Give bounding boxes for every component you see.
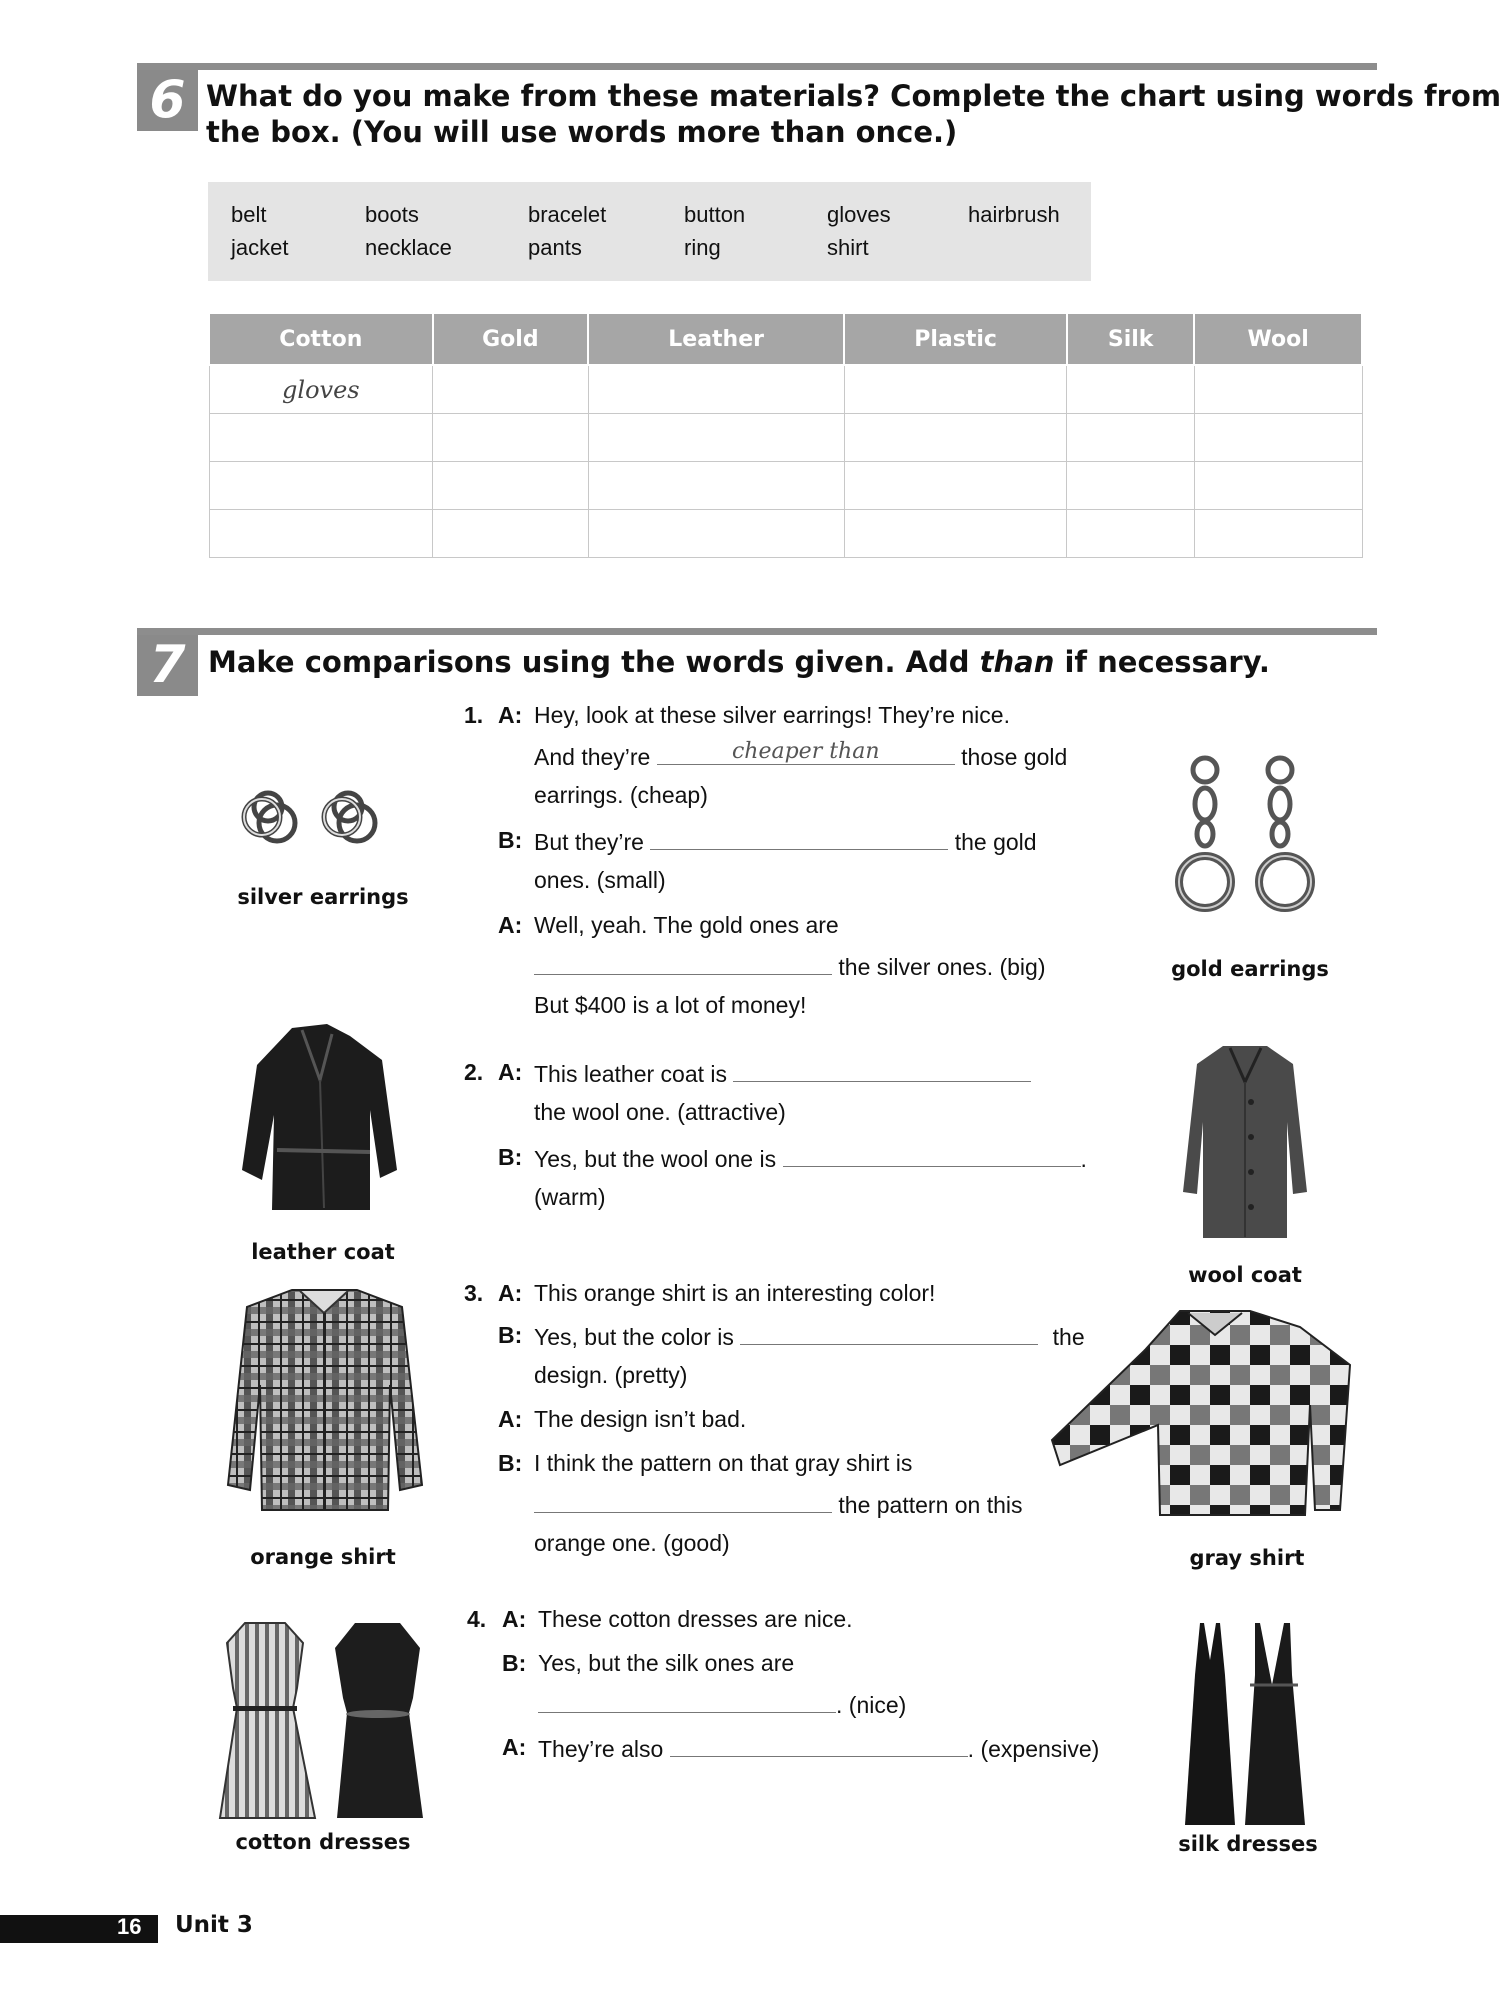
q3-b4 <box>534 1490 1023 1519</box>
word-item: gloves <box>827 202 891 227</box>
question-number: 2. <box>464 1059 484 1085</box>
word-item: necklace <box>365 235 452 260</box>
q1-a4: Well, yeah. The gold ones are <box>534 912 839 938</box>
column-header: Leather <box>588 313 844 365</box>
speaker-a: A: <box>498 702 523 728</box>
column-header: Plastic <box>844 313 1067 365</box>
caption-gray-shirt: gray shirt <box>1189 1546 1305 1570</box>
chart-cell[interactable] <box>209 462 433 510</box>
chart-cell[interactable] <box>433 462 588 510</box>
q3-b5: orange one. (good) <box>534 1530 730 1556</box>
answer-blank[interactable] <box>534 1490 832 1513</box>
q3-a2: The design isn’t bad. <box>534 1406 747 1432</box>
example-answer: cheaper than <box>731 739 880 764</box>
q2-a1-text: This leather coat is <box>534 1061 728 1087</box>
answer-blank[interactable] <box>670 1734 968 1757</box>
word-item: pants <box>528 235 582 260</box>
q1-a3: earrings. (cheap) <box>534 782 708 808</box>
answer-blank[interactable] <box>733 1059 1031 1082</box>
q1-a2-post: those gold <box>961 744 1068 770</box>
chart-cell[interactable] <box>588 462 844 510</box>
speaker-a: A: <box>498 1059 523 1085</box>
speaker-b: B: <box>498 1144 523 1170</box>
caption-silk-dresses: silk dresses <box>1178 1832 1318 1856</box>
word-item: bracelet <box>528 202 607 227</box>
speaker-a: A: <box>498 912 523 938</box>
chart-cell[interactable] <box>1067 414 1194 462</box>
speaker-a: A: <box>502 1606 527 1632</box>
q1-b1-post: the gold <box>954 829 1037 855</box>
chart-cell[interactable] <box>209 414 433 462</box>
word-item: belt <box>231 202 267 227</box>
speaker-a: A: <box>498 1406 523 1432</box>
leather-coat-image <box>232 1020 407 1215</box>
question-number: 3. <box>464 1280 484 1306</box>
caption-wool-coat: wool coat <box>1188 1263 1302 1287</box>
q1-a1: Hey, look at these silver earrings! They’re nice. <box>534 702 1010 728</box>
chart-row <box>209 462 1362 510</box>
answer-blank[interactable] <box>740 1322 1038 1345</box>
chart-cell[interactable] <box>433 510 588 558</box>
chart-cell[interactable] <box>1194 414 1362 462</box>
caption-gold-earrings: gold earrings <box>1171 957 1329 981</box>
speaker-a: A: <box>498 1280 523 1306</box>
word-item: shirt <box>827 235 869 260</box>
gold-earrings-image <box>1165 752 1340 922</box>
q1-a5 <box>534 952 1045 981</box>
caption-cotton-dresses: cotton dresses <box>235 1830 411 1854</box>
q4-b1: Yes, but the silk ones are <box>538 1650 795 1676</box>
silk-dresses-image <box>1180 1615 1310 1830</box>
chart-header-row <box>209 313 1362 365</box>
chart-cell-example: gloves <box>209 365 433 414</box>
exercise-number-7: 7 <box>137 635 198 696</box>
speaker-b: B: <box>498 827 523 853</box>
chart-cell[interactable] <box>588 510 844 558</box>
exercise-7-title <box>208 644 1270 680</box>
chart-cell[interactable] <box>1194 365 1362 414</box>
q4-a2-pre: They’re also <box>538 1736 664 1762</box>
exercise-7-title-em: than <box>979 645 1055 679</box>
answer-blank[interactable] <box>657 739 955 765</box>
orange-shirt-image <box>222 1285 427 1515</box>
chart-cell[interactable] <box>844 510 1067 558</box>
chart-cell[interactable] <box>433 365 588 414</box>
caption-leather-coat: leather coat <box>251 1240 395 1264</box>
q4-a2 <box>538 1734 1099 1763</box>
chart-row <box>209 414 1362 462</box>
chart-cell[interactable] <box>588 414 844 462</box>
q2-b1-text: Yes, but the wool one is <box>534 1146 777 1172</box>
exercise-number-6: 6 <box>137 70 198 131</box>
q2-b2: (warm) <box>534 1184 606 1210</box>
question-number: 4. <box>467 1606 487 1632</box>
column-header: Silk <box>1067 313 1194 365</box>
q1-a6: But $400 is a lot of money! <box>534 992 807 1018</box>
chart-cell[interactable] <box>433 414 588 462</box>
q1-b2: ones. (small) <box>534 867 666 893</box>
exercise-6-title-line2: the box. (You will use words more than once.) <box>206 115 958 149</box>
q1-a2 <box>534 739 1068 771</box>
q3-b3: I think the pattern on that gray shirt is <box>534 1450 913 1476</box>
q2-b1: Yes, but the wool one is . <box>534 1146 1087 1172</box>
q3-b4-post: the pattern on this <box>838 1492 1023 1518</box>
column-header: Cotton <box>209 313 433 365</box>
unit-label: Unit 3 <box>175 1912 253 1938</box>
chart-cell[interactable] <box>1067 510 1194 558</box>
word-item: button <box>684 202 746 227</box>
chart-cell[interactable] <box>1067 365 1194 414</box>
q2-a2: the wool one. (attractive) <box>534 1099 786 1125</box>
exercise-6-title-line1: What do you make from these materials? Complete the chart using words from <box>206 79 1502 113</box>
q1-a5-post: the silver ones. (big) <box>838 954 1046 980</box>
speaker-a: A: <box>502 1734 527 1760</box>
word-item: jacket <box>231 235 289 260</box>
q3-b1 <box>534 1322 1085 1351</box>
speaker-b: B: <box>498 1450 523 1476</box>
word-item: boots <box>365 202 419 227</box>
q3-b1-pre: Yes, but the color is <box>534 1324 734 1350</box>
question-number: 1. <box>464 702 484 728</box>
speaker-b: B: <box>502 1650 527 1676</box>
q2-a1 <box>534 1059 1031 1088</box>
silver-earrings-image <box>232 785 402 855</box>
chart-cell[interactable] <box>844 365 1067 414</box>
word-item: ring <box>684 235 721 260</box>
chart-cell[interactable] <box>1067 462 1194 510</box>
q4-a2-post: . (expensive) <box>967 1736 1100 1762</box>
section-6-rule <box>137 63 1377 70</box>
exercise-7-title-pre: Make comparisons using the words given. Add <box>208 645 980 679</box>
chart-cell[interactable] <box>209 510 433 558</box>
gray-shirt-image <box>1050 1305 1360 1520</box>
q1-a2-pre: And they’re <box>534 744 651 770</box>
q3-b2: design. (pretty) <box>534 1362 688 1388</box>
chart-cell[interactable] <box>844 462 1067 510</box>
q4-a1: These cotton dresses are nice. <box>538 1606 853 1632</box>
materials-chart <box>208 312 1363 558</box>
q3-b1-post: the <box>1052 1324 1085 1350</box>
word-item: hairbrush <box>968 202 1060 227</box>
q1-b1-pre: But they’re <box>534 829 644 855</box>
q4-b2-post: . (nice) <box>836 1692 907 1718</box>
word-box <box>208 182 1091 281</box>
wool-coat-image <box>1175 1042 1315 1242</box>
cotton-dresses-image <box>215 1618 435 1823</box>
chart-cell[interactable] <box>1194 462 1362 510</box>
q3-a1: This orange shirt is an interesting color! <box>534 1280 936 1306</box>
speaker-b: B: <box>498 1322 523 1348</box>
answer-blank[interactable] <box>650 827 948 850</box>
chart-cell[interactable] <box>844 414 1067 462</box>
column-header: Wool <box>1194 313 1362 365</box>
column-header: Gold <box>433 313 588 365</box>
answer-blank[interactable] <box>538 1690 836 1713</box>
caption-orange-shirt: orange shirt <box>250 1545 396 1569</box>
section-7-rule <box>137 628 1377 635</box>
page-number: 16 <box>117 1914 142 1939</box>
chart-cell[interactable] <box>588 365 844 414</box>
chart-cell[interactable] <box>1194 510 1362 558</box>
chart-row <box>209 365 1362 414</box>
q1-b1 <box>534 827 1037 856</box>
chart-row <box>209 510 1362 558</box>
exercise-6-title <box>206 78 1501 150</box>
exercise-7-title-post: if necessary. <box>1054 645 1270 679</box>
q4-b2 <box>538 1690 906 1719</box>
answer-blank[interactable] <box>783 1144 1081 1167</box>
caption-silver-earrings: silver earrings <box>237 885 409 909</box>
answer-blank[interactable] <box>534 952 832 975</box>
